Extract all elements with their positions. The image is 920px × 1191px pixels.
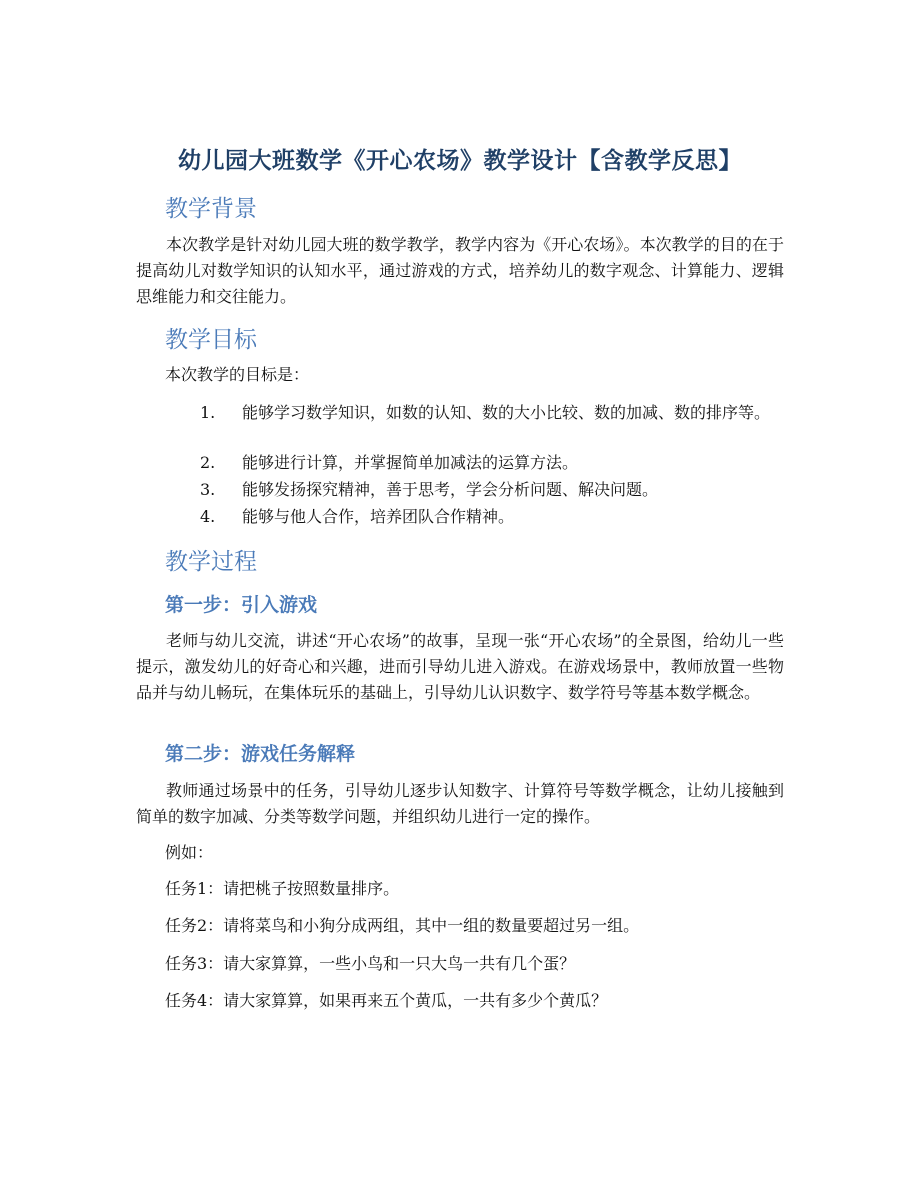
goal-item-3: [136, 477, 784, 503]
goal-item-1: [136, 400, 784, 426]
goal-item-text: 能够与他人合作，培养团队合作精神。: [242, 507, 515, 526]
step1-paragraph: 老师与幼儿交流，讲述“开心农场”的故事，呈现一张“开心农场”的全景图，给幼儿一些提示，激发幼儿的好奇心和兴趣，进而引导幼儿进入游戏。在游戏场景中，教师放置一些物品并与幼儿畅玩，在集体玩乐的基础上，引导幼儿认识数字、数学符号等基本数学概念。: [136, 631, 784, 702]
step2-heading: 第二步：游戏任务解释: [165, 743, 356, 765]
goal-item-number: 4.: [200, 507, 216, 526]
goals-intro: 本次教学的目标是：: [165, 365, 310, 384]
document-title: 幼儿园大班数学《开心农场》教学设计【含教学反思】: [178, 148, 742, 174]
section-heading-process: 教学过程: [165, 549, 257, 575]
task-item-4: 任务4：请大家算算，如果再来五个黄瓜，一共有多少个黄瓜？: [165, 991, 608, 1010]
example-label: 例如：: [165, 843, 214, 862]
goal-item-4: [136, 504, 784, 530]
task-item-1: 任务1：请把桃子按照数量排序。: [165, 879, 400, 898]
task-item-3: 任务3：请大家算算，一些小鸟和一只大鸟一共有几个蛋？: [165, 954, 576, 973]
goal-item-number: 2.: [200, 453, 216, 472]
goal-item-2: [136, 450, 784, 476]
goal-item-number: 3.: [200, 480, 216, 499]
background-paragraph: 本次教学是针对幼儿园大班的数学教学，教学内容为《开心农场》。本次教学的目的在于提高幼儿对数学知识的认知水平，通过游戏的方式，培养幼儿的数字观念、计算能力、逻辑思维能力和交往能力。: [136, 235, 784, 306]
goal-item-text: 能够进行计算，并掌握简单加减法的运算方法。: [242, 453, 579, 472]
section-heading-background: 教学背景: [165, 196, 257, 222]
step1-heading: 第一步：引入游戏: [165, 594, 318, 616]
goal-item-text: 能够学习数学知识，如数的认知、数的大小比较、数的加减、数的排序等。: [242, 403, 771, 422]
step2-paragraph: 教师通过场景中的任务，引导幼儿逐步认知数字、计算符号等数学概念，让幼儿接触到简单的数字加减、分类等数学问题，并组织幼儿进行一定的操作。: [136, 781, 784, 826]
goal-item-number: 1.: [200, 403, 216, 422]
section-heading-goals: 教学目标: [165, 327, 257, 353]
goal-item-text: 能够发扬探究精神，善于思考，学会分析问题、解决问题。: [242, 480, 659, 499]
task-item-2: 任务2：请将菜鸟和小狗分成两组，其中一组的数量要超过另一组。: [165, 916, 640, 935]
